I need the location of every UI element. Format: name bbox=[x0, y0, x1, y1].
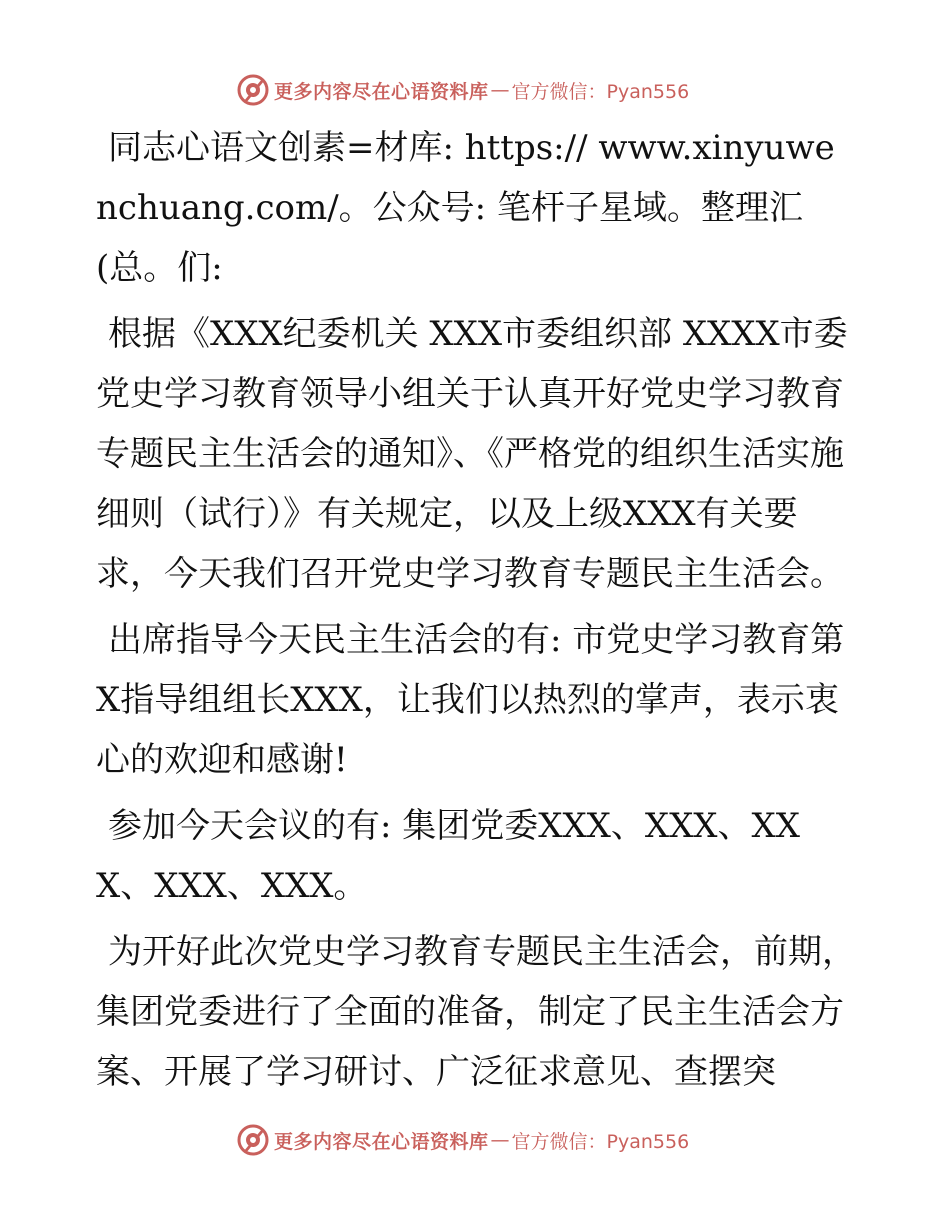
quill-logo-icon bbox=[236, 1123, 270, 1157]
watermark-dash: — bbox=[490, 79, 510, 101]
watermark-contact: 官方微信：Pyan556 bbox=[511, 80, 690, 103]
watermark-text: 更多内容尽在心语资料库 bbox=[274, 80, 489, 103]
watermark-contact: 官方微信：Pyan556 bbox=[511, 1130, 690, 1153]
quill-logo-icon bbox=[236, 73, 270, 107]
paragraph-guests: 出席指导今天民主生活会的有: 市党史学习教育第X指导组组长XXX，让我们以热烈的掌声，表示衷心的欢迎和感谢! bbox=[96, 620, 845, 780]
document-body bbox=[96, 118, 856, 1108]
paragraph-attendees: 参加今天会议的有: 集团党委XXX、XXX、XXX、XXX、XXX。 bbox=[96, 806, 800, 906]
watermark-text: 更多内容尽在心语资料库 bbox=[274, 1130, 489, 1153]
paragraph-intro: 同志心语文创素=材库: https:// www.xinyuwenchuang.com/。公众号: 笔杆子星域。整理汇(总。们: bbox=[96, 128, 835, 288]
watermark-banner-bottom bbox=[236, 1122, 689, 1158]
paragraph-basis: 根据《XXX纪委机关 XXX市委组织部 XXXX市委党史学习教育领导小组关于认真开好党史学习教育专题民主生活会的通知》、《严格党的组织生活实施细则（试行）》有关规定，以及上级XXX有关要求，今天我们召开党史学习教育专题民主生活会。 bbox=[96, 314, 848, 594]
paragraph-preparation: 为开好此次党史学习教育专题民主生活会，前期，集团党委进行了全面的准备，制定了民主生活会方案、开展了学习研讨、广泛征求意见、查摆突 bbox=[96, 932, 856, 1092]
watermark-dash: — bbox=[490, 1129, 510, 1151]
watermark-banner-top bbox=[236, 72, 689, 108]
